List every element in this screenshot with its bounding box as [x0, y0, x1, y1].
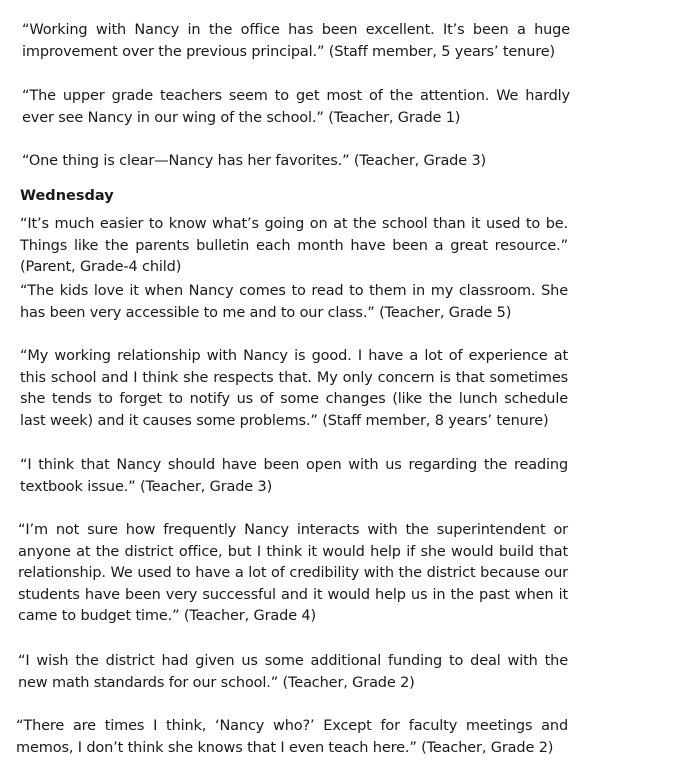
quote-teacher-grade-2-funding: “I wish the district had given us some additional funding to deal with the new math standards for our school.” (Teacher, Grade 2)	[18, 653, 568, 691]
quote-teacher-grade-3-textbook: “I think that Nancy should have been open with us regarding the reading textbook issue.” (Teacher, Grade 3)	[20, 457, 568, 495]
quote-teacher-grade-4: “I’m not sure how frequently Nancy interacts with the superintendent or anyone at the district office, but I think it would help if she would build that relationship. We used to have a lot of credibility with the district because our students have been very successful and it would help us in the past when it came to budget time.” (Teacher, Grade 4)	[18, 522, 568, 624]
quote-staff-8-years: “My working relationship with Nancy is good. I have a lot of experience at this school and I think she respects that. My only concern is that sometimes she tends to forget to notify us of some changes (like the lunch schedule last week) and it causes some problems.” (Staff member, 8 years’ tenure)	[20, 348, 568, 429]
quote-teacher-grade-2-nancy-who: “There are times I think, ‘Nancy who?’ Except for faculty meetings and memos, I don’t think she knows that I even teach here.” (Teacher, Grade 2)	[16, 718, 568, 756]
section-heading-wednesday: Wednesday	[20, 188, 114, 204]
quote-teacher-grade-1: “The upper grade teachers seem to get most of the attention. We hardly ever see Nancy in our wing of the school.” (Teacher, Grade 1)	[22, 88, 570, 126]
quote-staff-5-years: “Working with Nancy in the office has been excellent. It’s been a huge improvement over the previous principal.” (Staff member, 5 years’ tenure)	[22, 22, 570, 60]
quote-parent-grade-4: “It’s much easier to know what’s going on at the school than it used to be. Things like the parents bulletin each month have been a great resource.” (Parent, Grade-4 child)	[20, 216, 568, 275]
quote-teacher-grade-5: “The kids love it when Nancy comes to read to them in my classroom. She has been very accessible to me and to our class.” (Teacher, Grade 5)	[20, 283, 568, 321]
quote-teacher-grade-3-favorites: “One thing is clear—Nancy has her favorites.” (Teacher, Grade 3)	[22, 153, 487, 169]
